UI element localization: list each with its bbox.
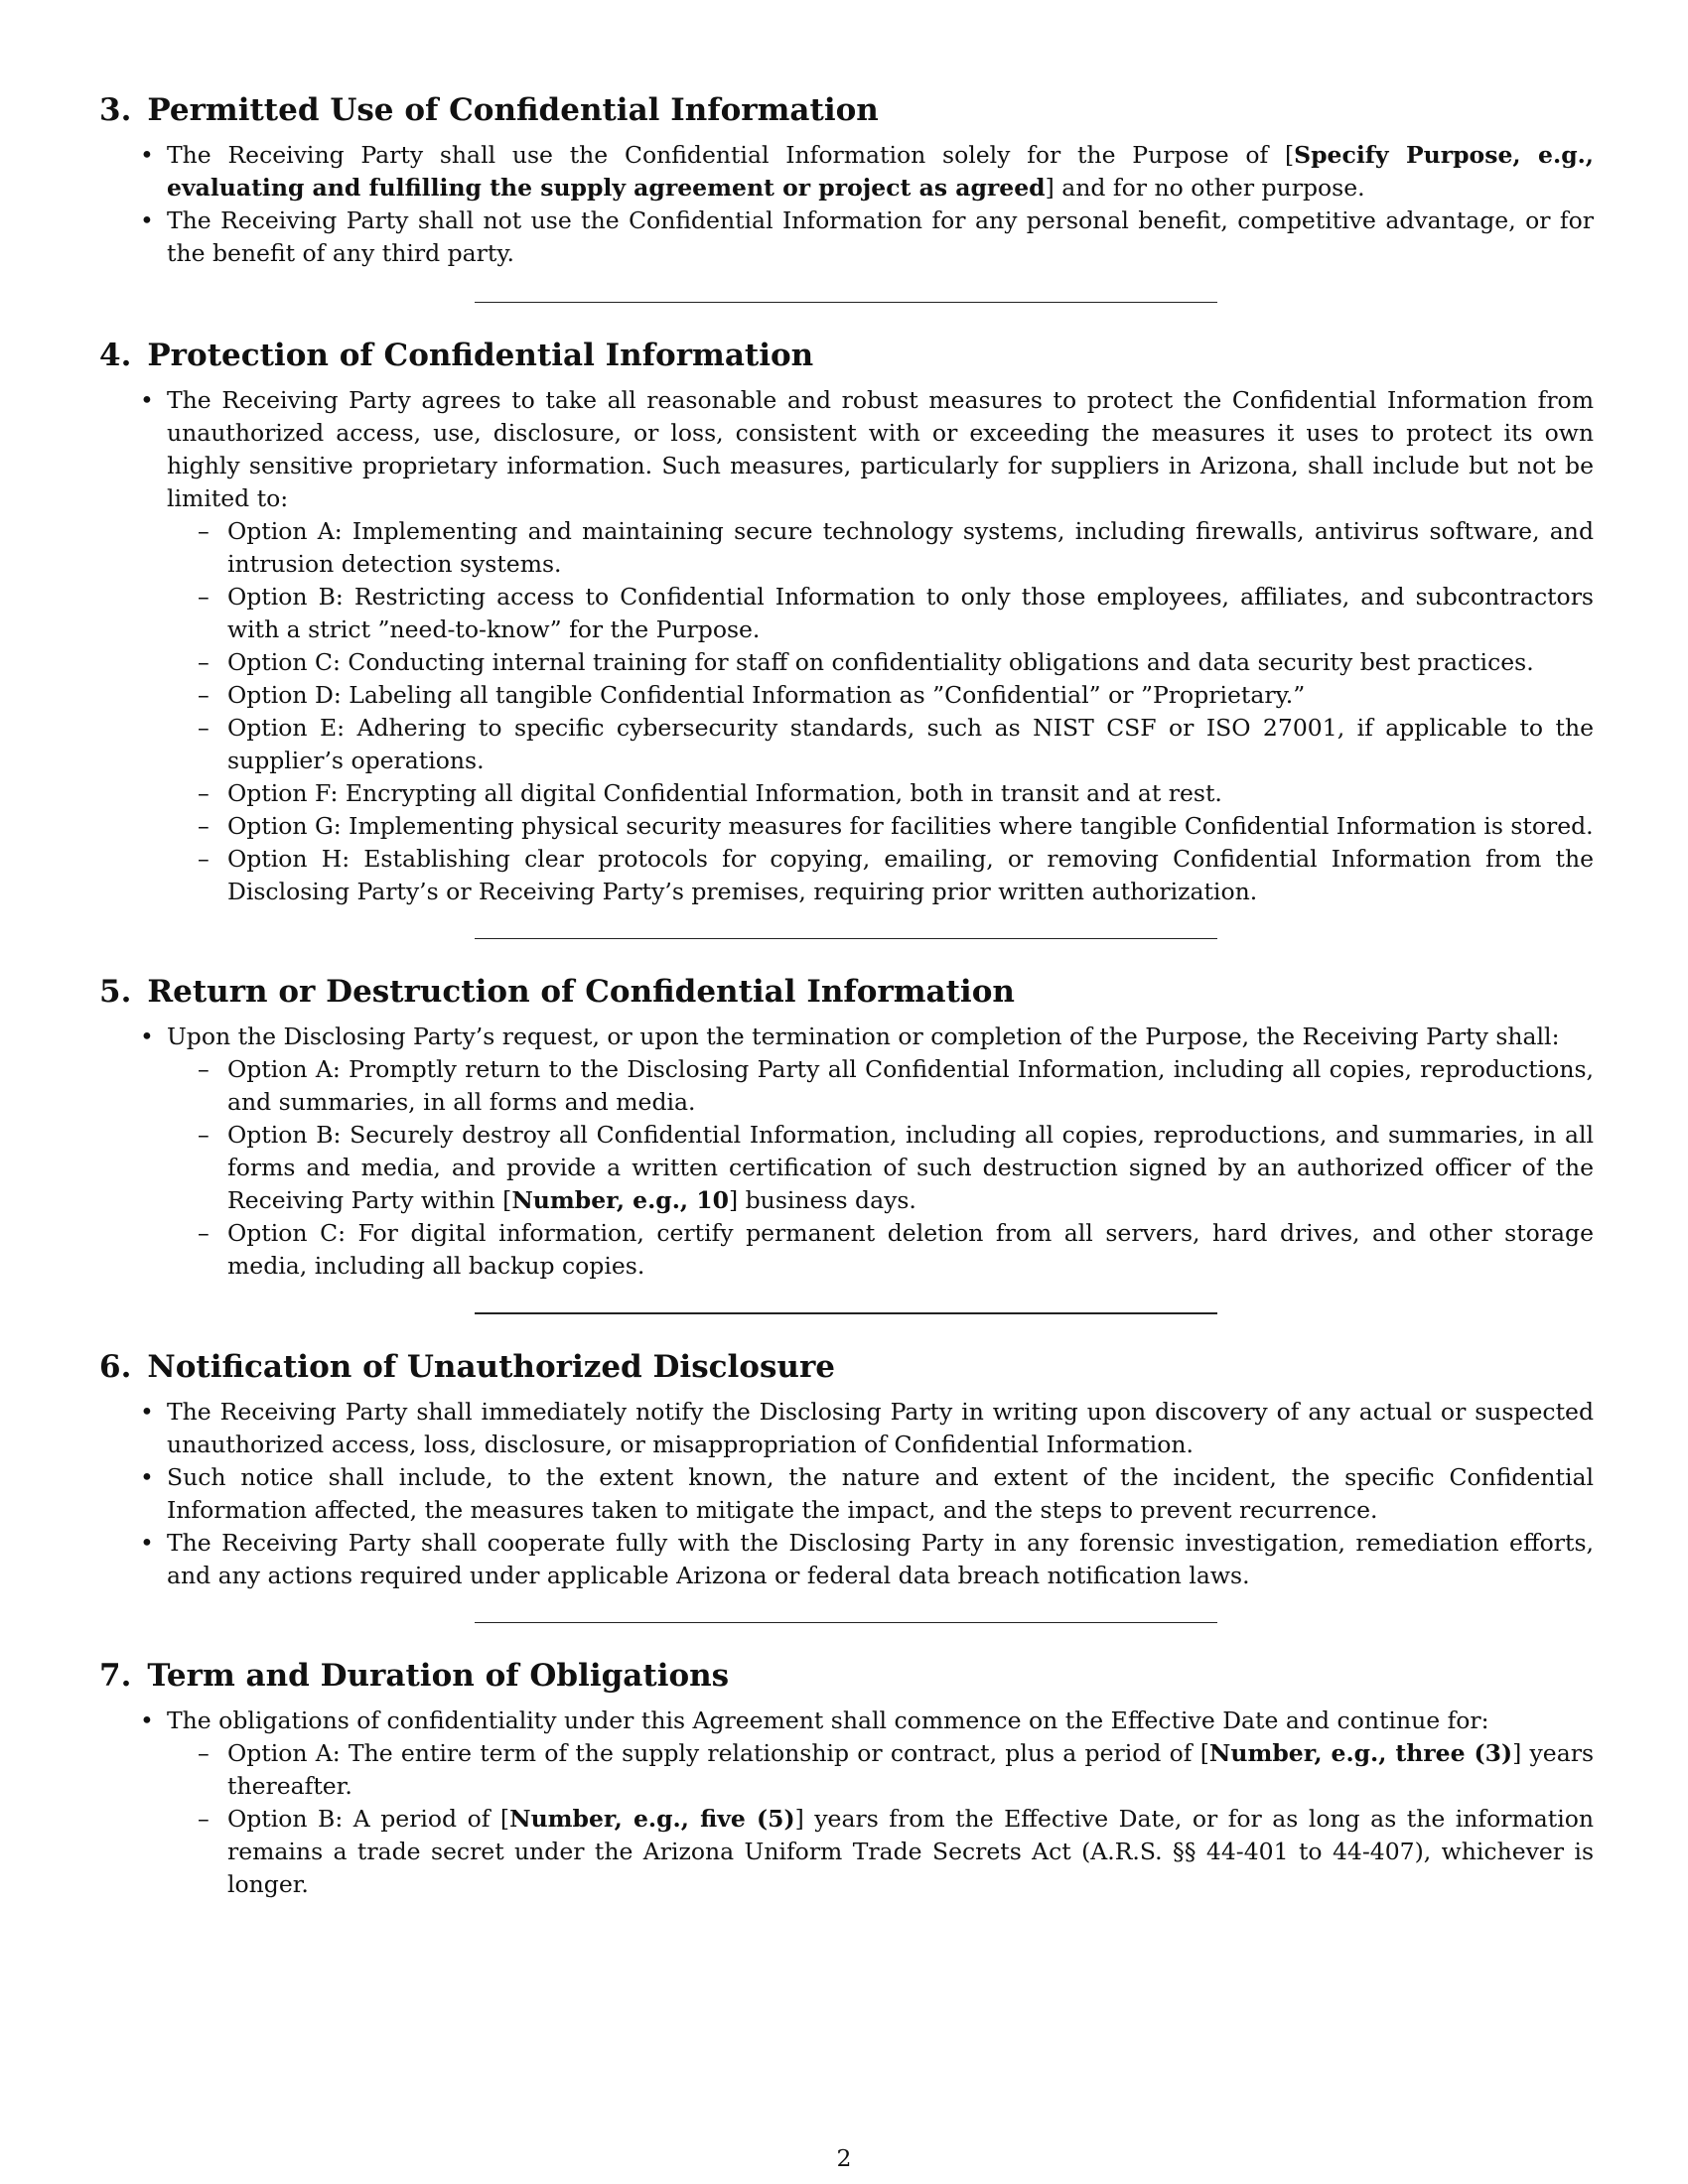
bullet-list: [99, 139, 1594, 270]
dash-icon: –: [198, 714, 210, 742]
section-heading: [99, 1657, 1594, 1695]
section-heading: [99, 337, 1594, 374]
section-number: 6.: [99, 1349, 132, 1385]
dash-icon: –: [198, 681, 210, 709]
list-item: • Such notice shall include, to the extent known, the nature and extent of the incident, the specific Confidential Information affected, the measures taken to mitigate the impact, and the steps to prevent recurrence.: [140, 1463, 1594, 1524]
placeholder-years: Number, e.g., three (3): [1208, 1739, 1513, 1767]
section-5: [99, 973, 1594, 1283]
document-page: [99, 91, 1594, 1901]
bullet-icon: •: [140, 206, 154, 234]
dash-icon: –: [198, 583, 210, 611]
dash-icon: –: [198, 1219, 210, 1247]
section-title: Protection of Confidential Information: [147, 338, 814, 373]
bullet-icon: •: [140, 141, 154, 169]
option-item: – Option A: Implementing and maintaining secure technology systems, including firewalls, antivirus software, and intrusion detection systems.: [198, 517, 1594, 578]
bullet-list: [99, 1021, 1594, 1283]
page-number: 2: [836, 2144, 852, 2172]
list-item: • Upon the Disclosing Party’s request, or upon the termination or completion of the Purpose, the Receiving Party shall: – Option A: Promptly return to the Disclosing Party all Confidential Information, including all copies, reproductions, and summaries, in all forms and media. – Option B: Securely destroy all Confidential Information, including all copies, reproductions, and summaries, in all forms and media, and provide a written certification of such destruction signed by an authorized officer of the Receiving Party within [Number, e.g., 10] business days. – Option C: For digital information, certify permanent deletion from all servers, hard drives, and other storage media, including all backup copies.: [167, 1021, 1594, 1283]
dash-icon: –: [198, 779, 210, 807]
section-6: [99, 1348, 1594, 1592]
placeholder-business-days: Number, e.g., 10: [511, 1186, 729, 1214]
dash-icon: –: [198, 517, 210, 545]
option-item: – Option E: Adhering to specific cybersecurity standards, such as NIST CSF or ISO 27001, if applicable to the supplier’s operations.: [198, 714, 1594, 774]
section-divider: [475, 1312, 1217, 1314]
section-title: Notification of Unauthorized Disclosure: [147, 1349, 836, 1385]
option-list: [167, 1737, 1594, 1901]
bullet-icon: •: [140, 1706, 154, 1734]
list-item: • The obligations of confidentiality under this Agreement shall commence on the Effective Date and continue for: – Option A: The entire term of the supply relationship or contract, plus a period of [Number, e.g., three (3)] years thereafter. – Option B: A period of [Number, e.g., five (5)] years from the Effective Date, or for as long as the information remains a trade secret under the Arizona Uniform Trade Secrets Act (A.R.S. §§ 44-401 to 44-407), whichever is longer.: [167, 1705, 1594, 1901]
section-divider: [475, 938, 1217, 939]
section-heading: [99, 1348, 1594, 1386]
section-4: [99, 337, 1594, 908]
section-heading: [99, 91, 1594, 129]
option-item: – Option F: Encrypting all digital Confidential Information, both in transit and at rest.: [227, 777, 1594, 810]
section-heading: [99, 973, 1594, 1011]
list-item: • The Receiving Party agrees to take all reasonable and robust measures to protect the Confidential Information from unauthorized access, use, disclosure, or loss, consistent with or exceeding the measures it uses to protect its own highly sensitive proprietary information. Such measures, particularly for suppliers in Arizona, shall include but not be limited to: – Option A: Implementing and maintaining secure technology systems, including firewalls, antivirus software, and intrusion detection systems. – Option B: Restricting access to Confidential Information to only those employees, affiliates, and subcontractors with a strict ”need-to-know” for the Purpose. – Option C: Conducting internal training for staff on confidentiality obligations and data security best practices. – Option D: Labeling all tangible Confidential Information as ”Confidential” or ”Proprietary.” – Option E: Adhering to specific cybersecurity standards, such as NIST CSF or ISO 27001, if applicable to the supplier’s operations. – Option F: Encrypting all digital Confidential Information, both in transit and at rest. – Option G: Implementing physical security measures for facilities where tangible Confidential Information is stored. – Option H: Establishing clear protocols for copying, emailing, or removing Confidential Information from the Disclosing Party’s or Receiving Party’s premises, requiring prior written authorization.: [167, 384, 1594, 908]
placeholder-purpose: Specify Purpose, e.g., evaluating and fulfilling the supply agreement or project as agreed: [167, 141, 1594, 202]
section-divider: [475, 1622, 1217, 1623]
section-title: Permitted Use of Confidential Information: [147, 92, 879, 128]
dash-icon: –: [198, 648, 210, 676]
dash-icon: –: [198, 1805, 210, 1833]
option-item: – Option D: Labeling all tangible Confidential Information as ”Confidential” or ”Proprietary.”: [227, 679, 1594, 712]
dash-icon: –: [198, 1055, 210, 1083]
placeholder-years: Number, e.g., five (5): [509, 1805, 795, 1833]
option-item: – Option H: Establishing clear protocols for copying, emailing, or removing Confidential Information from the Disclosing Party’s or Receiving Party’s premises, requiring prior written authorization.: [198, 845, 1594, 905]
list-item: • The Receiving Party shall cooperate fully with the Disclosing Party in any forensic investigation, remediation efforts, and any actions required under applicable Arizona or federal data breach notification laws.: [140, 1529, 1594, 1589]
option-item: – Option B: A period of [Number, e.g., five (5)] years from the Effective Date, or for as long as the information remains a trade secret under the Arizona Uniform Trade Secrets Act (A.R.S. §§ 44-401 to 44-407), whichever is longer.: [198, 1805, 1595, 1898]
option-list: [167, 1053, 1594, 1283]
option-item: – Option A: The entire term of the supply relationship or contract, plus a period of [Number, e.g., three (3)] years thereafter.: [198, 1739, 1595, 1800]
bullet-icon: •: [140, 1529, 154, 1557]
dash-icon: –: [198, 812, 210, 840]
option-item: – Option G: Implementing physical security measures for facilities where tangible Confidential Information is stored.: [227, 810, 1594, 843]
option-item: – Option C: Conducting internal training for staff on confidentiality obligations and data security best practices.: [227, 646, 1594, 679]
list-item: • The Receiving Party shall use the Confidential Information solely for the Purpose of [Specify Purpose, e.g., evaluating and fulfilling the supply agreement or project as agreed] and for no other purpose.: [140, 141, 1594, 202]
dash-icon: –: [198, 1121, 210, 1149]
section-number: 4.: [99, 338, 132, 373]
section-3: [99, 91, 1594, 270]
section-7: [99, 1657, 1594, 1901]
bullet-list: [99, 1396, 1594, 1592]
list-item: • The Receiving Party shall immediately notify the Disclosing Party in writing upon discovery of any actual or suspected unauthorized access, loss, disclosure, or misappropriation of Confidential Information.: [140, 1398, 1594, 1458]
list-item: • The Receiving Party shall not use the Confidential Information for any personal benefit, competitive advantage, or for the benefit of any third party.: [140, 206, 1594, 267]
bullet-icon: •: [140, 386, 154, 414]
section-number: 7.: [99, 1658, 132, 1694]
dash-icon: –: [198, 1739, 210, 1767]
section-divider: [475, 302, 1217, 303]
option-item: – Option C: For digital information, certify permanent deletion from all servers, hard drives, and other storage media, including all backup copies.: [198, 1219, 1594, 1280]
section-title: Return or Destruction of Confidential Information: [147, 974, 1015, 1010]
bullet-list: [99, 384, 1594, 908]
bullet-list: [99, 1705, 1594, 1901]
option-item: – Option A: Promptly return to the Disclosing Party all Confidential Information, including all copies, reproductions, and summaries, in all forms and media.: [198, 1055, 1594, 1116]
option-item: – Option B: Securely destroy all Confidential Information, including all copies, reproductions, and summaries, in all forms and media, and provide a written certification of such destruction signed by an authorized officer of the Receiving Party within [Number, e.g., 10] business days.: [198, 1121, 1594, 1214]
bullet-icon: •: [140, 1023, 154, 1050]
bullet-icon: •: [140, 1398, 154, 1426]
section-number: 5.: [99, 974, 132, 1010]
option-list: [167, 515, 1594, 908]
bullet-icon: •: [140, 1463, 154, 1491]
dash-icon: –: [198, 845, 210, 873]
option-item: – Option B: Restricting access to Confidential Information to only those employees, affiliates, and subcontractors with a strict ”need-to-know” for the Purpose.: [198, 583, 1594, 643]
section-number: 3.: [99, 92, 132, 128]
section-title: Term and Duration of Obligations: [147, 1658, 730, 1694]
